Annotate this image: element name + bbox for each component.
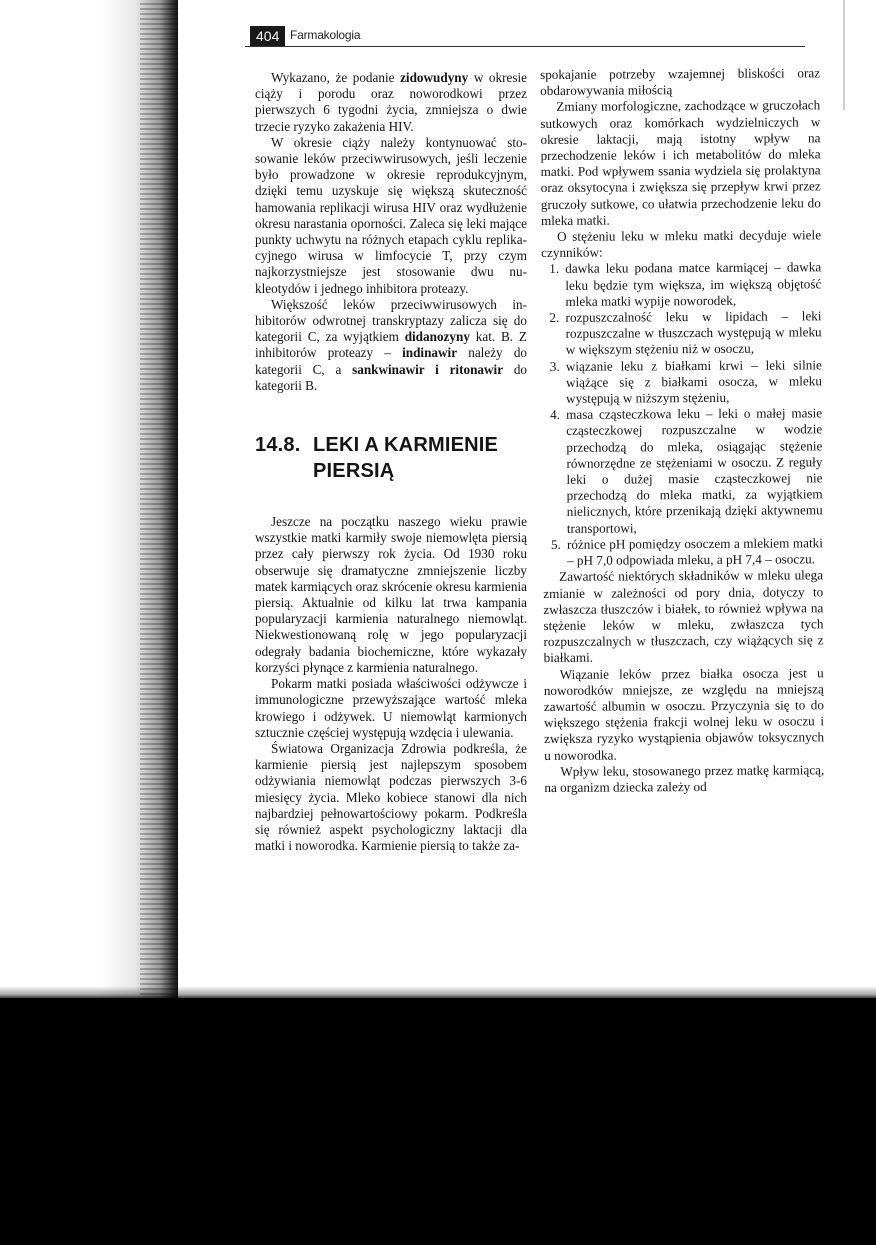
- left-column: [255, 70, 527, 854]
- paragraph: Światowa Organizacja Zdrowia podkreśla, że karmienie piersią jest najlepszym sposobem odżywiania niemowląt podczas pierwszych 3-6 miesięcy życia. Mleko kobiece stanowi dla nich najbardziej pełnowartościowy pokarm. Podkreśla się również aspekt psychologiczny laktacji dla matki i noworodka. Karmienie piersią to także za-: [255, 740, 527, 854]
- paragraph: Jeszcze na początku naszego wieku prawie wszystkie matki karmiły swoje niemowlęta piersią przez cały pierwszy rok życia. Od 1930 roku obserwuje się dramatyczne zmniejszenie liczby matek karmiących oraz skrócenie okresu karmienia piersią. Aktualnie od kilku lat trwa kampania popularyzacji karmienia naturalnego niemowląt. Niekwestionowaną rolę w jego popularyzacji odegrały badania biochemiczne, które wykazały korzyści płynące z karmienia naturalnego.: [255, 514, 527, 675]
- paragraph: Większość leków przeciwwirusowych inhibitorów odwrotnej transkryptazy zalicza się do kategorii C, za wyjątkiem didanozyny kat. B. Z inhibitorów proteazy – indinawir należy do kategorii C, a sankwinawir i ritonawir do kategorii B.: [255, 296, 528, 393]
- list-item: 1. dawka leku podana matce karmiącej – dawka leku będzie tym większa, im większą objętość mleka matki wypije noworodek,: [549, 259, 822, 309]
- list-item: 3. wiązanie leku z białkami krwi – leki silnie wiążące się z białkami osocza, w mleku występują w niższym stężeniu,: [549, 356, 822, 406]
- list-item: 4. masa cząsteczkowa leku – leki o małej masie cząsteczkowej rozpuszczalne w wodzie przechodzą do mleka, osiągając stężenie równorzędne ze stężeniami w osoczu. Z reguły leki o dużej masie cząsteczkowej nie przechodzą do mleka matki, za wyjątkiem nielicznych, które przenikają dzięki aktywnemu transportowi,: [550, 405, 823, 536]
- paragraph: Wpływ leku, stosowanego przez matkę karmiącą, na organizm dziecka zależy od: [544, 762, 825, 795]
- section-heading: [255, 432, 527, 484]
- right-column: [540, 65, 824, 796]
- section-title-line2: PIERSIĄ: [313, 460, 395, 483]
- factor-list: [541, 260, 823, 570]
- paragraph: Pokarm matki posiada właściwości odżywcze i immunologiczne przewyższające wartość mleka krowiego i odżywek. U niemowląt karmionych sztucznie częściej występują wzdęcia i ulewania.: [255, 676, 527, 740]
- header-rule: [245, 46, 805, 47]
- paragraph: O stężeniu leku w mleku matki decyduje wiele czynników:: [541, 227, 822, 261]
- scan-shadow-bottom: [0, 998, 876, 1245]
- section-title-line1: LEKI A KARMIENIE: [313, 434, 499, 457]
- paragraph: spokajanie potrzeby wzajemnej bliskości oraz obdarowywania miłością: [540, 65, 821, 99]
- paragraph: Zmiany morfologiczne, zachodzące w gruczołach sutkowych oraz komórkach wydzielniczych w okresie laktacji, mają istotny wpływ na przechodzenie leków i ich metabolitów do mleka matki. Pod wpływem ssania wydziela się prolaktyna oraz oksytocyna i zwiększa się przepływ krwi przez gruczoły sutkowe, co ułatwia przechodzenie leku do mleka matki.: [540, 97, 821, 228]
- section-number: 14.8.: [255, 434, 301, 457]
- paragraph: W okresie ciąży należy kontynuować stosowanie leków przeciwwirusowych, jeśli leczenie było prowadzone w okresie reprodukcyjnym, dzięki temu uzyskuje się większą skuteczność hamowania replikacji wirusa HIV oraz wydłużenie okresu narastania oporności. Zaleca się leki mające punkty uchwytu na różnych etapach cyklu replikacyjnego wirusa w limfocycie T, przy czym najkorzystniejsze jest stosowanie dwu nukleotydów i jednego inhibitora proteazy.: [255, 134, 527, 296]
- running-title: Farmakologia: [290, 28, 361, 42]
- list-item: 5. różnice pH pomiędzy osoczem a mlekiem matki – pH 7,0 odpowiada mleku, a pH 7,4 – osoczu.: [550, 535, 823, 568]
- page-number: 404: [250, 26, 285, 46]
- scan-edge-right: [843, 0, 845, 110]
- paragraph: Wykazano, że podanie zidowudyny w okresie ciąży i porodu oraz noworodkowi przez pierwszych 6 tygodni życia, zmniejsza o dwie trzecie ryzyko zakażenia HIV.: [255, 70, 528, 134]
- paragraph: Wiązanie leków przez białka osocza jest u noworodków mniejsze, ze względu na mniejszą zawartość albumin w osoczu. Przyczynia się to do większego stężenia frakcji wolnej leku w osoczu i zwiększa ryzyko wystąpienia objawów toksycznych u noworodka.: [543, 664, 825, 763]
- paragraph: Zawartość niektórych składników w mleku ulega zmianie w zależności od pory dnia, dotyczy to zwłaszcza tłuszczów i białek, to również wpływa na stężenie leków w mleku, zwłaszcza tych rozpuszczalnych w tłuszczach, czy wiążących się z białkami.: [543, 567, 824, 666]
- page-header: [245, 26, 805, 48]
- list-item: 2. rozpuszczalność leku w lipidach – leki rozpuszczalne w tłuszczach występują w mleku w większym stężeniu niż w osoczu,: [549, 308, 822, 358]
- scan-shadow-left: [0, 0, 178, 1005]
